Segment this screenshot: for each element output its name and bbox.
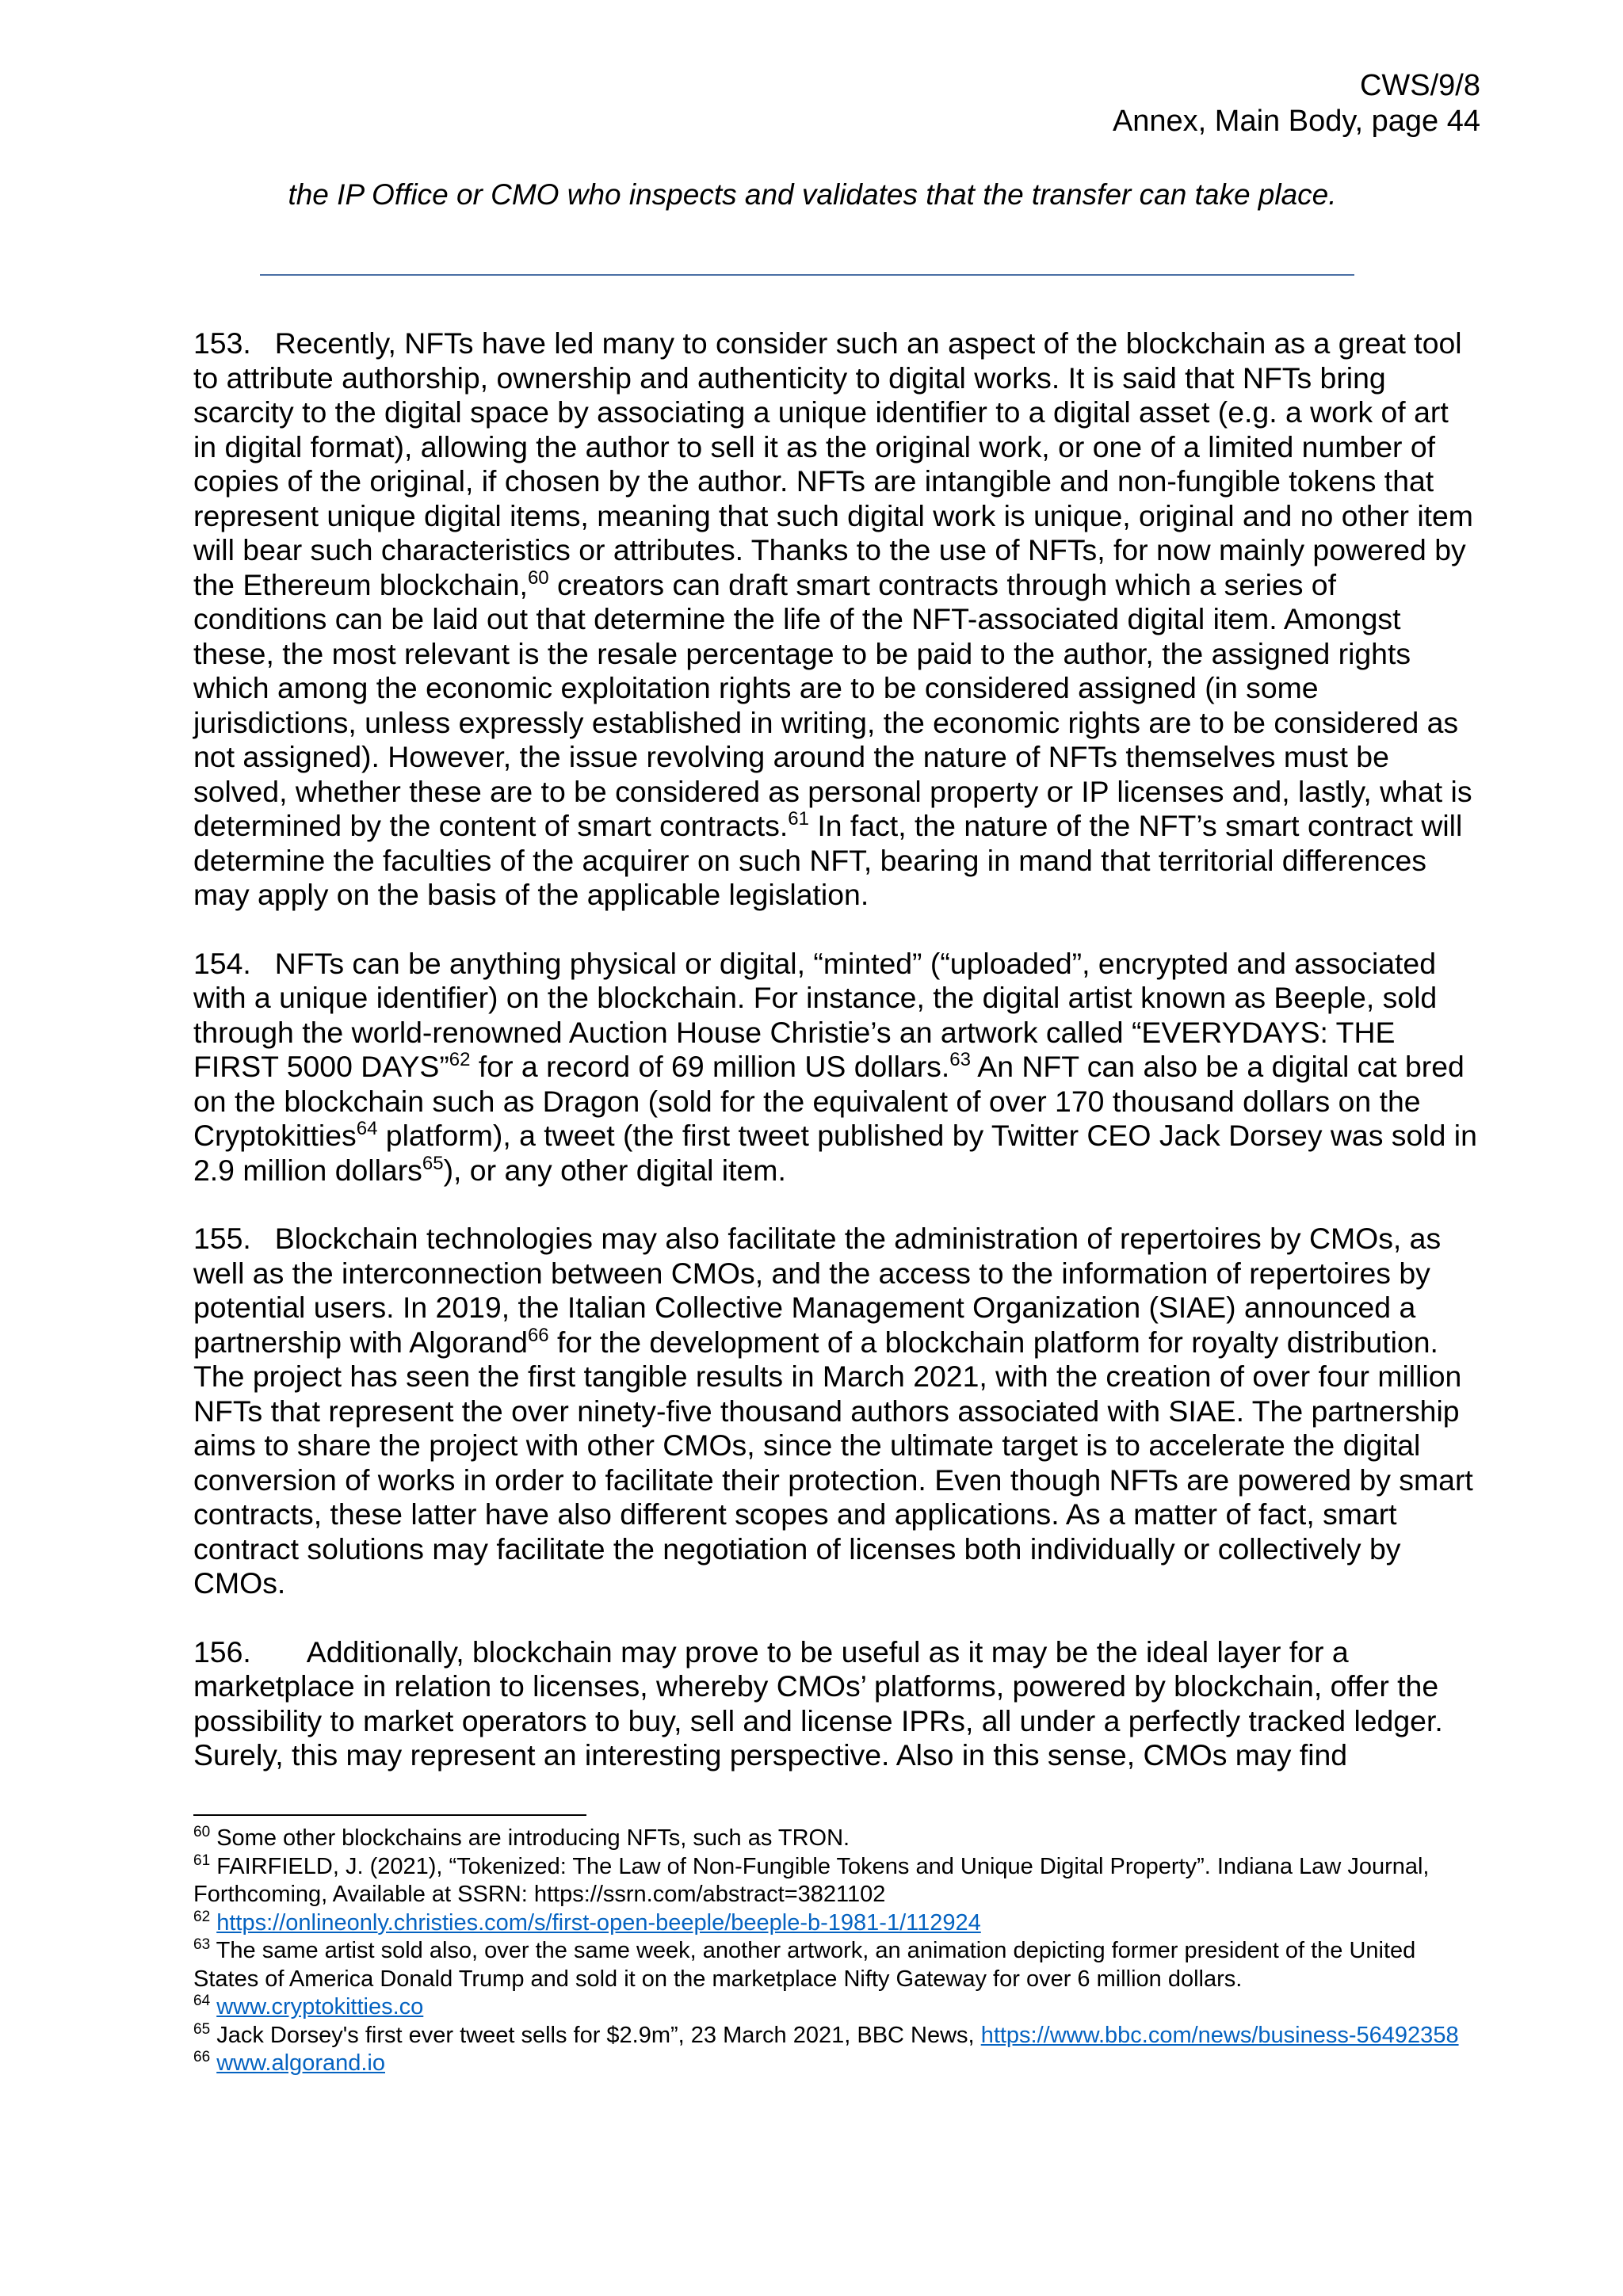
page-reference: Annex, Main Body, page 44 [1112, 105, 1480, 138]
paragraph-154 [193, 947, 1477, 1188]
footnote-ref[interactable]: 62 [449, 1049, 471, 1070]
footnote-link[interactable]: www.cryptokitties.co [216, 1994, 424, 2019]
quote-divider [260, 274, 1354, 276]
footnote-ref[interactable]: 60 [527, 566, 549, 589]
footnote-65 [193, 2022, 1477, 2050]
footnote-64 [193, 1993, 1477, 2022]
footnote-ref[interactable]: 64 [356, 1118, 378, 1139]
footnote-63 [193, 1937, 1477, 1993]
main-body [193, 326, 1477, 1807]
paragraph-text: Additionally, blockchain may prove to be useful as it may be the ideal layer for a marketplace in relation to licenses, whereby CMOs’ platforms, powered by blockchain, offer the possibility to market operators to buy, sell and license IPRs, all under a perfectly tracked ledger. Surely, this may represent an interesting perspective. Also in this sense, CMOs may find [193, 1634, 1443, 1772]
paragraph-text: Blockchain technologies may also facilitate the administration of repertoires by CMOs, as well as the interconnection between CMOs, and the access to the information of repertoires by potential users. In 2019, the Italian Collective Management Organization (SIAE) announced a partnership with Algorand [193, 1222, 1442, 1359]
footnote-text: The same artist sold also, over the same week, another artwork, an animation depicting former president of the United States of America Donald Trump and sold it on the marketplace Nifty Gateway for over 6 million dollars. [193, 1938, 1416, 1992]
footnote-number: 64 [193, 1993, 211, 2009]
footnote-ref[interactable]: 65 [422, 1152, 444, 1174]
paragraph-text: Recently, NFTs have led many to consider such an aspect of the blockchain as a great tool to attribute authorship, ownership and authenticity to digital works. It is said that NFTs bring scarcity to the digital space by associating a unique identifier to a digital asset (e.g. a work of art in digital format), allowing the author to sell it as the original work, or one of a limited number of copies of the original, if chosen by the author. NFTs are intangible and non-fungible tokens that represent unique digital items, meaning that such digital work is unique, original and no other item will bear such characteristics or attributes. Thanks to the use of NFTs, for now mainly powered by the Ethereum blockchain, [193, 326, 1473, 601]
footnote-separator [193, 1814, 586, 1816]
footnote-ref[interactable]: 63 [949, 1049, 971, 1070]
paragraph-number: 153. [193, 326, 251, 360]
footnote-text: FAIRFIELD, J. (2021), “Tokenized: The Law of Non-Fungible Tokens and Unique Digital Property”. Indiana Law Journal, Forthcoming, Available at SSRN: https://ssrn.com/abstract=3821102 [193, 1853, 1430, 1907]
quoted-text: the IP Office or CMO who inspects and validates that the transfer can take place. [288, 178, 1337, 211]
footnote-61 [193, 1853, 1477, 1909]
document-code: CWS/9/8 [1359, 69, 1480, 102]
paragraph-number: 156. [193, 1634, 251, 1669]
paragraph-text: NFTs can be anything physical or digital, “minted” (“uploaded”, encrypted and associated with a unique identifier) on the blockchain. For instance, the digital artist known as Beeple, sold through the world-renowned Auction House Christie’s an artwork called “EVERYDAYS: THE FIRST 5000 DAYS” [193, 946, 1438, 1083]
footnote-link[interactable]: www.algorand.io [216, 2050, 385, 2076]
footnote-number: 63 [193, 1936, 211, 1953]
paragraph-text: platform), a tweet (the first tweet published by Twitter CEO Jack Dorsey was sold in 2.9 million dollars [193, 1119, 1477, 1187]
paragraph-number: 154. [193, 946, 251, 980]
footnote-text: Some other blockchains are introducing NFTs, such as TRON. [210, 1825, 850, 1851]
footnote-text: Jack Dorsey's first ever tweet sells for $2.9m”, 23 March 2021, BBC News, [210, 2022, 981, 2048]
footnote-link[interactable]: https://onlineonly.christies.com/s/first-open-beeple/beeple-b-1981-1/112924 [216, 1909, 981, 1936]
footnote-number: 60 [193, 1824, 211, 1840]
footnote-link[interactable]: https://www.bbc.com/news/business-56492358 [980, 2022, 1459, 2048]
footnote-number: 65 [193, 2020, 211, 2038]
paragraph-153 [193, 326, 1477, 913]
paragraph-text: An NFT can also be a digital cat bred on the blockchain such as Dragon (sold for the equivalent of over 170 thousand dollars on the Cryptokitties [193, 1050, 1465, 1152]
footnote-ref[interactable]: 61 [788, 808, 809, 830]
page-header [1113, 68, 1480, 139]
footnote-62 [193, 1909, 1477, 1938]
paragraph-text: creators can draft smart contracts through which a series of conditions can be laid out that determine the life of the NFT-associated digital item. Amongst these, the most relevant is the resale percentage to be paid to the author, the assigned rights which among the economic exploitation rights are to be considered assigned (in some jurisdictions, unless expressly established in writing, the economic rights are to be considered as not assigned). However, the issue revolving around the nature of NFTs themselves must be solved, whether these are to be considered as personal property or IP licenses and, lastly, what is determined by the content of smart contracts. [193, 567, 1472, 842]
footnote-number: 66 [193, 2049, 211, 2065]
footnotes [193, 1825, 1477, 2078]
paragraph-text: ), or any other digital item. [443, 1153, 786, 1187]
paragraph-text: for the development of a blockchain platform for royalty distribution. The project has seen the first tangible results in March 2021, with the creation of over four million NFTs that represent the over ninety-five thousand authors associated with SIAE. The partnership aims to share the project with other CMOs, since the ultimate target is to accelerate the digital conversion of works in order to facilitate their protection. Even though NFTs are powered by smart contracts, these latter have also different scopes and applications. As a matter of fact, smart contract solutions may facilitate the negotiation of licenses both individually or collectively by CMOs. [193, 1325, 1473, 1600]
footnote-60 [193, 1825, 1477, 1853]
paragraph-156 [193, 1635, 1477, 1773]
footnote-number: 61 [193, 1852, 211, 1869]
paragraph-text: for a record of 69 million US dollars. [470, 1050, 950, 1083]
footnote-66 [193, 2050, 1477, 2078]
paragraph-text: In fact, the nature of the NFT’s smart contract will determine the faculties of the acquirer on such NFT, bearing in mand that territorial differences may apply on the basis of the applicable legislation. [193, 809, 1463, 911]
paragraph-155 [193, 1222, 1477, 1601]
paragraph-number: 155. [193, 1222, 251, 1255]
footnote-number: 62 [193, 1908, 211, 1925]
footnote-ref[interactable]: 66 [527, 1324, 549, 1346]
